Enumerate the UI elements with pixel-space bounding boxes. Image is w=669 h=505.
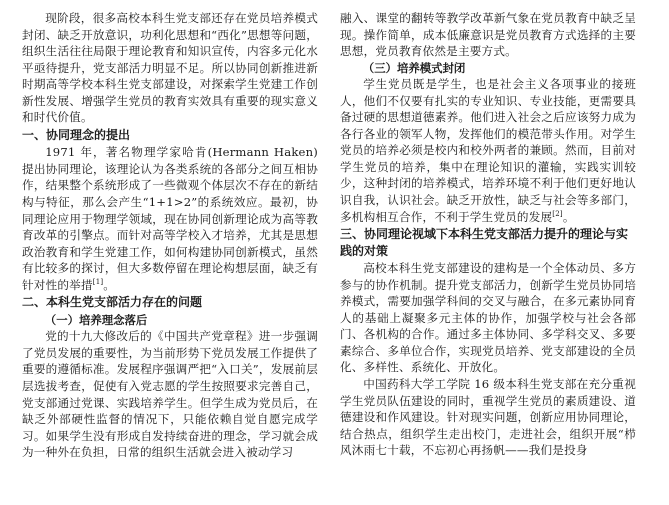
intro-paragraph: 现阶段，很多高校本科生党支部还存在党员培养模式封闭、缺乏开放意识，功利化思想和“西化”思想等问题，组织生活往往局限于理论教育和知识宣传，内容多元化水平亟待提升，党支部活力明显不足。所以协同创新推进新时期高等学校本科生党支部建设，对探索学生党建工作创新性发展、增强学生党员的教育实效具有重要的现实意义和时代价值。 bbox=[22, 11, 318, 125]
synergy-theory-text: 1971 年，著名物理学家哈肯(Hermann Haken)提出协同理论，该理论认为各类系统的各部分之间互相协作，结果整个系统形成了一些微观个体层次不存在的新结构与特征，那么会产生“1+1>2”的系统效应。最初，协同理论应用于物理学领域，现在协同创新理论成为高等教育改革的引擎点。而针对高等学校入才培养，尤其是思想政治教育和学生党建工作，如何构建协同创新模式，虽然有比较多的探讨，但大多数停留在理论构想层面，缺乏有针对性的举措 bbox=[22, 145, 318, 292]
synergy-theory-paragraph bbox=[22, 144, 318, 293]
student-party-member-paragraph bbox=[340, 76, 636, 225]
student-party-member-end: 。 bbox=[562, 209, 575, 224]
subsection-heading-3: （三）培养模式封闭 bbox=[362, 60, 466, 75]
pharma-university-paragraph: 中国药科大学工学院 16 级本科生党支部在充分重视学生党员队伍建设的同时，重视学生党员的素质建设、道德建设和作风建设。针对现实问题，创新应用协同理论，结合热点，组织学生走出校门，走进社会，组织开展“栉风沐雨七十载，不忘初心再扬帆——我们是投身 bbox=[340, 377, 636, 458]
section-heading-1: 一、协同理念的提出 bbox=[22, 127, 131, 142]
collaboration-mechanism-paragraph: 高校本科生党支部建设的建构是一个全体动员、多方参与的协作机制。提升党支部活力，创新学生党员协同培养模式，需要加强学科间的交叉与融合，在多元素协同育人的基础上凝聚多元主体的协作，加强学校与社会各部门、各机构的合作。通过多主体协同、多学科交叉、多要素综合、多单位合作，实现党员培养、党支部建设的全员化、多样性、系统化、开放化。 bbox=[340, 261, 636, 375]
student-party-member-text: 学生党员既是学生，也是社会主义各项事业的接班人，他们不仅要有扎实的专业知识、专业技能，更需要具备过硬的思想道德素养。他们进入社会之后应该努力成为各行各业的领军人物，发挥他们的模范带头作用。对学生党员的培养必须是校内和校外两者的兼顾。然而，目前对学生党员的培养，集中在理论知识的灌输，实践实训较少，这种封闭的培养模式，培养环境不利于他们更好地认识自我，认识社会。缺乏开放性，缺乏与社会等多部门，多机构相互合作，不利于学生党员的发展 bbox=[340, 77, 636, 224]
synergy-theory-end: 。 bbox=[103, 277, 116, 292]
section-heading-2: 二、本科生党支部活力存在的问题 bbox=[22, 295, 203, 310]
section-heading-3: 三、协同理论视域下本科生党支部活力提升的理论与实践的对策 bbox=[340, 227, 629, 258]
right-column bbox=[340, 10, 636, 459]
subsection-heading-1: （一）培养理念落后 bbox=[44, 312, 148, 327]
citation-2: [2] bbox=[552, 209, 563, 218]
continued-paragraph: 融入、课堂的翻转等教学改革新气象在党员教育中缺乏呈现。操作简单，成本低廉意识是党员教育方式选择的主要思想，党员教育依然是主要方式。 bbox=[340, 11, 636, 59]
party-constitution-paragraph: 党的十九大修改后的《中国共产党章程》进一步强调了党员发展的重要性，为当前形势下党员发展工作提供了重要的遵循标准。发展程序强调严把“入口关”，发展前层层选拔考查，促使有入党志愿的学生按照要求完善自己，党支部通过党课、实践培养学生。但学生成为党员后，在缺乏外部硬性监督的情况下，只能依赖自觉自愿完成学习。如果学生没有形成自发持续奋进的理念，学习就会成为一种外在负担，日常的组织生活就会进入被动学习 bbox=[22, 329, 318, 460]
citation-1: [1] bbox=[92, 277, 104, 286]
left-column bbox=[22, 10, 318, 461]
